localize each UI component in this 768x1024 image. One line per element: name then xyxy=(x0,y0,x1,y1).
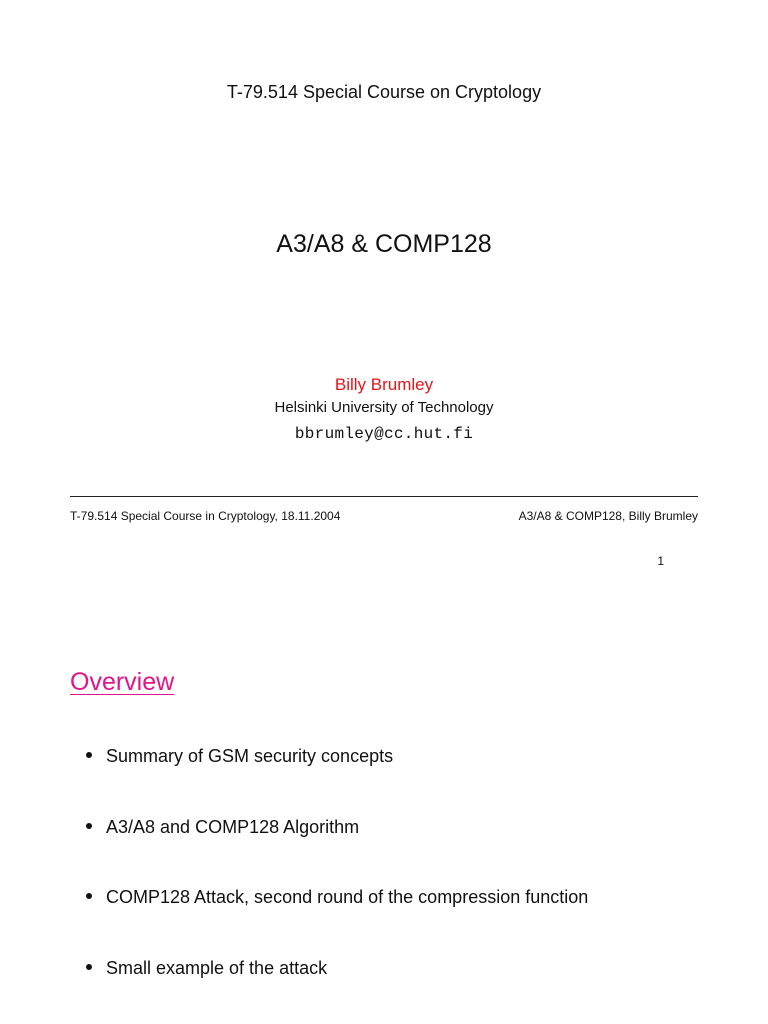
list-item xyxy=(86,957,726,979)
list-item xyxy=(86,745,726,767)
bullet-icon xyxy=(86,752,92,758)
footer-divider xyxy=(70,496,698,497)
affiliation: Helsinki University of Technology xyxy=(274,399,494,416)
list-item-text: Small example of the attack xyxy=(106,958,328,978)
talk-title: A3/A8 & COMP128 xyxy=(276,230,492,258)
bullet-icon xyxy=(86,823,92,829)
page-number: 1 xyxy=(657,554,664,568)
list-item xyxy=(86,816,726,838)
bullet-icon xyxy=(86,893,92,899)
course-title: T-79.514 Special Course on Cryptology xyxy=(226,82,542,102)
list-item-text: Summary of GSM security concepts xyxy=(106,746,394,766)
author-name: Billy Brumley xyxy=(334,375,434,394)
bullet-icon xyxy=(86,964,92,970)
list-item xyxy=(86,886,726,908)
footer-course-date: T-79.514 Special Course in Cryptology, 18.11.2004 xyxy=(70,509,341,523)
list-item-text: A3/A8 and COMP128 Algorithm xyxy=(106,817,360,837)
author-email: bbrumley@cc.hut.fi xyxy=(294,425,474,443)
overview-heading: Overview xyxy=(70,668,175,696)
footer-title-author: A3/A8 & COMP128, Billy Brumley xyxy=(518,509,698,523)
list-item-text: COMP128 Attack, second round of the compression function xyxy=(106,887,589,907)
